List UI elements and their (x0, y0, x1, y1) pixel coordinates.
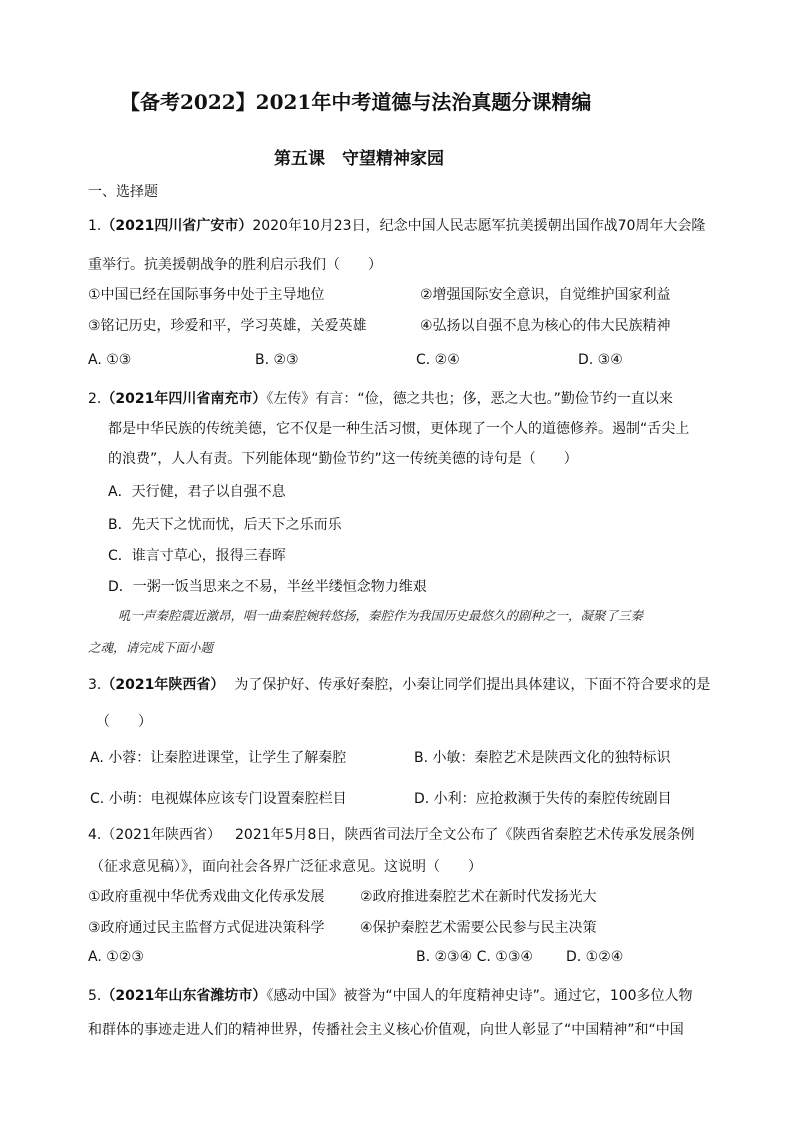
question-number: 5. (88, 988, 102, 1004)
question-text: 《感动中国》被誉为“中国人的年度精神史诗”。通过它，100多位人物 (266, 988, 693, 1004)
question-3-stem-line-1 (88, 674, 710, 694)
lesson-title: 第五课 守望精神家园 (274, 149, 444, 169)
passage-line-1: 吼一声秦腔震近激昂，唱一曲秦腔婉转悠扬，秦腔作为我国历史最悠久的剧种之一，凝聚了三秦 (118, 608, 644, 623)
question-3-stem-line-2: （ ） (96, 714, 152, 730)
question-4-stem-line-1 (88, 824, 694, 844)
statement-2: ②政府推进秦腔艺术在新时代发扬光大 (360, 889, 597, 905)
question-1-stem-line-2: 重举行。抗美援朝战争的胜利启示我们（ ） (88, 257, 382, 273)
question-number: 3. (88, 677, 102, 693)
option-a: A．天行健，君子以自强不息 (108, 484, 286, 500)
option-d: D. ①②④ (566, 949, 624, 965)
option-d: D. ③④ (578, 352, 623, 368)
question-2-stem-line-2: 都是中华民族的传统美德，它不仅是一种生活习惯，更体现了一个人的道德修养。遏制“舌尖上 (108, 421, 690, 437)
question-number: 2. (88, 391, 102, 407)
question-number: 1. (88, 218, 102, 234)
question-4-stem-line-2: （征求意见稿）》，面向社会各界广泛征求意见。这说明（ ） (90, 859, 482, 875)
question-2-stem-line-3: 的浪费”，人人有责。下列能体现“勤俭节约”这一传统美德的诗句是（ ） (108, 451, 578, 467)
question-source: （2021年陕西省） (101, 677, 225, 693)
option-a: A. ①③ (88, 352, 132, 368)
question-5-stem-line-2: 和群体的事迹走进人们的精神世界，传播社会主义核心价值观，向世人彰显了“中国精神”和“中国 (88, 1022, 684, 1038)
statement-1: ①中国已经在国际事务中处于主导地位 (88, 287, 325, 303)
option-b: B. ②③ (255, 352, 299, 368)
option-c: C. ②④ (416, 352, 460, 368)
statement-4: ④弘扬以自强不息为核心的伟大民族精神 (420, 318, 671, 334)
question-source: （2021四川省广安市） (101, 218, 253, 234)
option-a: A. 小蓉：让秦腔进课堂，让学生了解秦腔 (90, 750, 347, 766)
option-d: D．一粥一饭当思来之不易，半丝半缕恒念物力维艰 (108, 579, 427, 595)
statement-1: ①政府重视中华优秀戏曲文化传承发展 (88, 889, 325, 905)
question-text: 2020年10月23日，纪念中国人民志愿军抗美援朝出国作战70周年大会隆 (252, 218, 706, 234)
passage-line-2: 之魂，请完成下面小题 (88, 640, 214, 655)
question-text: 为了保护好、传承好秦腔，小秦让同学们提出具体建议，下面不符合要求的是 (234, 677, 711, 693)
statement-4: ④保护秦腔艺术需要公民参与民主决策 (360, 920, 597, 936)
question-2-stem-line-1 (88, 388, 673, 408)
question-source: （2021年陕西省） (101, 827, 221, 843)
question-source: （2021年四川省南充市） (101, 391, 267, 407)
option-d: D. 小利：应抢救濒于失传的秦腔传统剧目 (414, 791, 672, 807)
question-source: （2021年山东省潍坊市） (101, 988, 267, 1004)
question-5-stem-line-1 (88, 985, 693, 1005)
option-c: C. 小萌：电视媒体应该专门设置秦腔栏目 (90, 791, 347, 807)
statement-3: ③政府通过民主监督方式促进决策科学 (88, 920, 325, 936)
option-b-c: B. ②③④ C. ①③④ (416, 949, 533, 965)
option-b: B. 小敏：秦腔艺术是陕西文化的独特标识 (414, 750, 671, 766)
statement-2: ②增强国际安全意识，自觉维护国家利益 (420, 287, 671, 303)
question-text: 2021年5月8日，陕西省司法厅全文公布了《陕西省秦腔艺术传承发展条例 (235, 827, 695, 843)
section-heading: 一、选择题 (88, 184, 158, 200)
question-number: 4. (88, 827, 102, 843)
option-c: C．谁言寸草心，报得三春晖 (108, 548, 286, 564)
option-a: A. ①②③ (88, 949, 144, 965)
question-text: 《左传》有言：“俭，德之共也；侈，恶之大也。”勤俭节约一直以来 (266, 391, 673, 407)
question-1-stem-line-1 (88, 215, 705, 235)
statement-3: ③铭记历史，珍爱和平，学习英雄，关爱英雄 (88, 318, 367, 334)
option-b: B．先天下之忧而忧，后天下之乐而乐 (108, 517, 342, 533)
document-title: 【备考2022】2021年中考道德与法治真题分课精编 (120, 90, 592, 114)
